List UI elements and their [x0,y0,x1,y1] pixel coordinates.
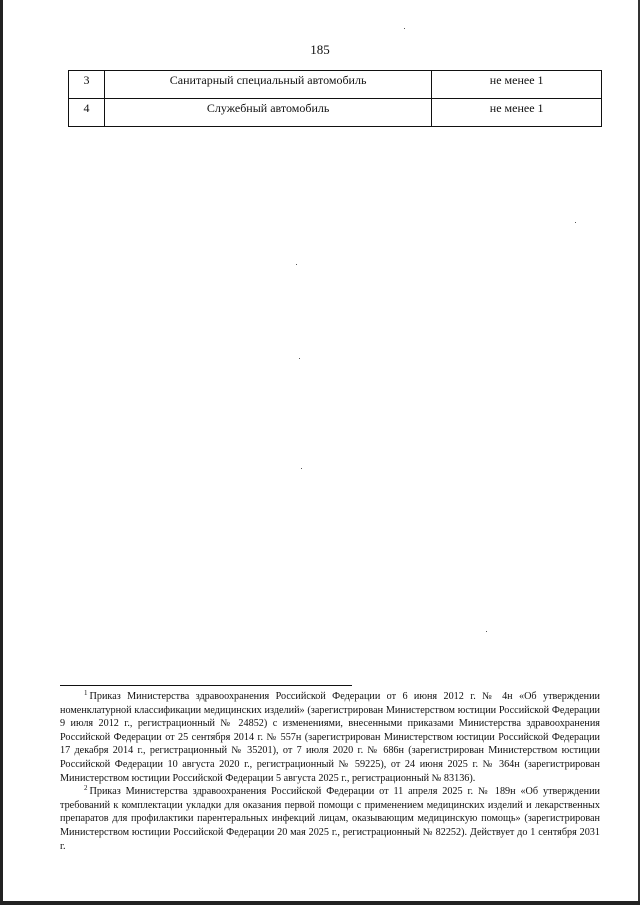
row-number: 4 [69,99,105,127]
table-row [69,71,602,99]
row-number: 3 [69,71,105,99]
footnotes [60,690,600,853]
footnote-marker: 2 [84,783,88,792]
row-name: Служебный автомобиль [104,99,431,127]
footnote-separator [60,685,352,686]
row-quantity: не менее 1 [432,71,602,99]
scan-edge-left [0,0,3,905]
footnote-text: Приказ Министерства здравоохранения Российской Федерации от 11 апреля 2025 г. № 189н «Об утверждении требований к комплектации укладки для оказания первой помощи с применением медицинских изделий и лекарственных препаратов для профилактики парентеральных инфекций лицам, оказывающим медицинскую помощь» (зарегистрирован Министерством юстиции Российской Федерации 20 мая 2025 г., регистрационный № 82252). Действует до 1 сентября 2031 г. [60,786,600,852]
page-number: 185 [310,42,330,57]
footnote-2 [60,785,600,853]
scan-edge-bottom [0,901,640,905]
footnote-marker: 1 [84,688,88,697]
row-name: Санитарный специальный автомобиль [104,71,431,99]
footnote-1 [60,690,600,785]
equipment-table [68,70,602,127]
row-quantity: не менее 1 [432,99,602,127]
footnote-text: Приказ Министерства здравоохранения Российской Федерации от 6 июня 2012 г. № 4н «Об утверждении номенклатурной классификации медицинских изделий» (зарегистрирован Министерством юстиции Российской Федерации 9 июля 2012 г., регистрационный № 24852) с изменениями, внесенными приказами Министерства здравоохранения Российской Федерации от 25 сентября 2014 г. № 557н (зарегистрирован Министерством юстиции Российской Федерации 17 декабря 2014 г., регистрационный № 35201), от 7 июля 2020 г. № 686н (зарегистрирован Министерством юстиции Российской Федерации 10 августа 2020 г., регистрационный № 59225), от 24 июня 2025 г. № 364н (зарегистрирован Министерством юстиции Российской Федерации 5 августа 2025 г., регистрационный № 83136). [60,691,600,784]
table-row [69,99,602,127]
